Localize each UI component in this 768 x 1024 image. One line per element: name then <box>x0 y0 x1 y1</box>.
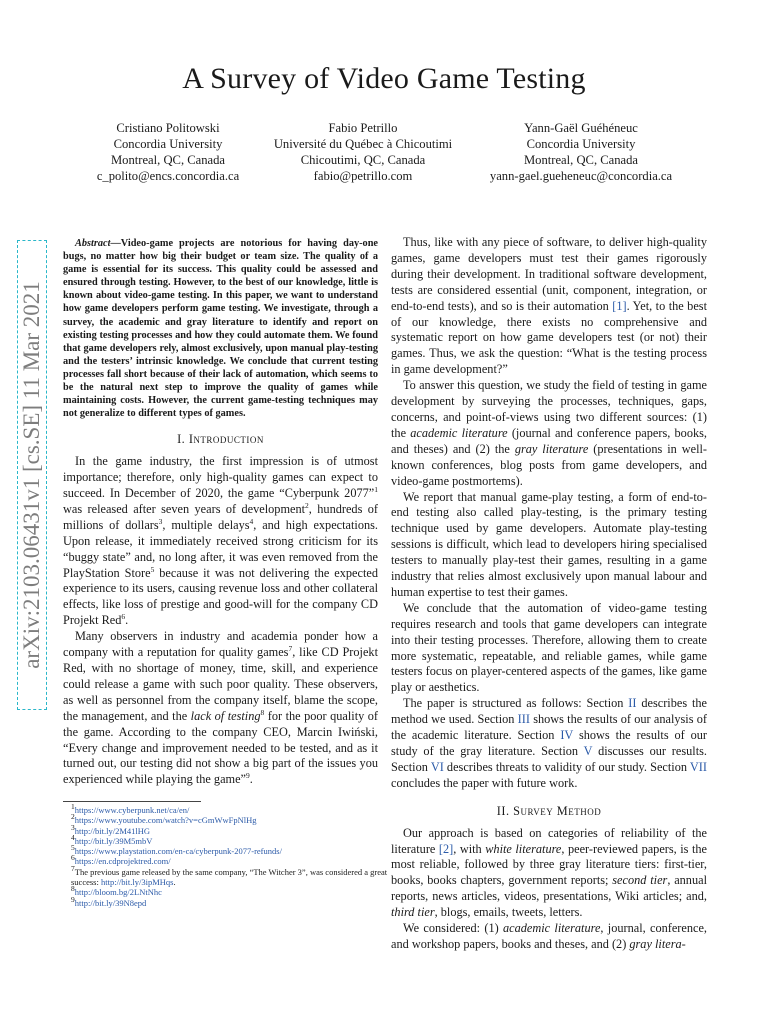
abstract-text: —Video-game projects are notorious for having day-one bugs, no matter how big their budget or team size. The quality of a game is essential for its success. This quality could be assessed and ensured through testing. However, to the best of our knowledge, little is known about video-game testing. In this paper, we want to understand how game developers perform game testing. We investigate, through a survey, the academic and gray literature to identify and report on existing testing processes and how they could automate them. We found that game developers rely, almost exclusively, upon manual play-testing and the testers’ intrinsic knowledge. We conclude that current testing processes fall short because of their lack of automation, which seems to be the natural next step to improve the quality of games while maintaining costs. However, the current game-testing techniques may not generalize to different types of games. <box>63 238 378 420</box>
arxiv-id: arXiv:2103.06431v1 [cs.SE] 11 Mar 2021 <box>19 281 44 669</box>
footnote-5: $^5$https://www.playstation.com/en-ca/cyberpunk-2077-refunds/ <box>71 843 282 857</box>
footnote-1: $^1$https://www.cyberpunk.net/ca/en/ <box>71 802 190 815</box>
author-block-2 <box>243 120 483 184</box>
section-link[interactable]: V <box>583 744 593 758</box>
footnote-4: $^4$http://bit.ly/39M5mbV <box>71 833 153 846</box>
author-name: Yann-Gaël Guéhéneuc <box>524 121 638 135</box>
author-affiliation: Université du Québec à Chicoutimi <box>273 137 453 151</box>
footnote-3: $^3$http://bit.ly/2M41lHG <box>71 822 151 836</box>
author-affiliation: Concordia University <box>113 137 223 151</box>
author-location: Montreal, QC, Canada <box>110 153 225 167</box>
author-email[interactable]: yann-gael.gueheneuc@concordia.ca <box>489 169 673 183</box>
arxiv-stamp[interactable] <box>17 240 47 710</box>
section-link[interactable]: VI <box>430 759 444 774</box>
footnote-link[interactable]: https://en.cdprojektred.com/ <box>74 856 171 867</box>
citation-link[interactable]: [2] <box>438 841 454 856</box>
footnote-9: $^9$http://bit.ly/39N8epd <box>71 894 147 908</box>
paper-title: A Survey of Video Game Testing <box>182 62 586 95</box>
section-number: I. <box>177 432 186 447</box>
section-heading-introduction <box>63 432 378 448</box>
paragraph: The paper is structured as follows: Section II describes the method we used. Section III shows the results of our analysis of the academic literature. Section IV shows the results of our study of the gray literature. Section V discusses our results. Section VI describes threats to validity of our study. Section VII concludes the paper with future work. <box>391 696 707 790</box>
paragraph: Our approach is based on categories of reliability of the literature [2], with white literature, peer-reviewed papers, is the most reliable, followed by three gray literature tiers: first-tier, books, books chapters, government reports; second tier, annual reports, news articles, videos, presentations, Wiki articles; and, third tier, blogs, emails, tweets, letters. <box>391 825 707 920</box>
section-title: Introduction <box>188 432 264 447</box>
right-column <box>391 235 707 953</box>
section-link[interactable]: III <box>517 712 530 727</box>
footnote-8: $^8$http://bloom.bg/2LNtNhc <box>71 884 162 898</box>
abstract <box>63 237 378 420</box>
paragraph: We report that manual game-play testing, a form of end-to-end testing also called play-testing, is the primary testing technique used by game developers. Automate play-testing sessions is difficult, which lead to developers hiring specialised testers to manually play-test their games, resulting in a game industry that relies almost exclusively upon manual labour and human expertise to test their games. <box>391 489 707 599</box>
author-block-3 <box>461 120 701 184</box>
paragraph: We conclude that the automation of video-game testing requires research and tools that game developers can integrate into their testing processes. Therefore, allowing them to create more systematic, repeatable, and reliable games, while game testers focus on player-centered aspects of the games, like game play or aesthetics. <box>391 600 707 695</box>
section-link[interactable]: IV <box>560 728 574 743</box>
author-affiliation: Concordia University <box>526 137 636 151</box>
footnote-link[interactable]: http://bit.ly/3ipMHqs <box>100 877 174 888</box>
footnote-link[interactable]: http://bit.ly/39N8epd <box>74 897 147 908</box>
abstract-label: Abstract <box>75 238 111 249</box>
author-name: Fabio Petrillo <box>328 121 398 135</box>
footnote-link[interactable]: http://bit.ly/2M41lHG <box>74 825 151 836</box>
paragraph: To answer this question, we study the field of testing in game development by surveying the processes, techniques, gaps, concerns, and point-of-views using two different sources: (1) the academic literature (journal and conference papers, books, and theses) and (2) the gray literature (presentations in well-known conferences, blog posts from game developers, and video-game postmortems). <box>391 378 707 488</box>
footnote-rule <box>63 801 201 802</box>
author-email[interactable]: c_polito@encs.concordia.ca <box>96 169 240 183</box>
left-column <box>63 237 378 788</box>
paragraph: In the game industry, the first impression is of utmost importance; therefore, only high-quality games can expect to succeed. In December of 2020, the game “Cyberpunk 2077”$^1$ was released after seven years of development$^2$, hundreds of millions of dollars$^3$, multiple delays$^4$, and high expectations. Upon release, it immediately received strong criticism for its “buggy state” and, no long after, it was even removed from the PlayStation Store$^5$ because it was not delivering the expected experience to its users, causing revenue loss and other collateral effects, like loss of prestige and good-will for the company CD Projekt Red$^6$. <box>63 454 378 628</box>
footnote-text: The previous game released by the same company, “The Witcher 3”, was considered a great success: <box>71 866 388 888</box>
footnotes <box>63 801 391 908</box>
footnote-link[interactable]: http://bloom.bg/2LNtNhc <box>74 887 162 898</box>
footnote-link[interactable]: https://www.cyberpunk.net/ca/en/ <box>74 805 190 815</box>
section-heading-survey-method <box>391 804 707 820</box>
author-location: Montreal, QC, Canada <box>523 153 638 167</box>
footnote-7: $^7$The previous game released by the same company, “The Witcher 3”, was considered a great success: http://bit.ly/3ipMHqs. <box>71 863 388 888</box>
author-name: Cristiano Politowski <box>116 121 220 135</box>
footnote-link[interactable]: https://www.youtube.com/watch?v=cGmWwFpNlHg <box>74 815 257 826</box>
author-email[interactable]: fabio@petrillo.com <box>313 169 413 183</box>
section-number: II. <box>496 803 510 818</box>
section-link[interactable]: II <box>628 696 637 711</box>
footnote-link[interactable]: https://www.playstation.com/en-ca/cyberpunk-2077-refunds/ <box>74 846 282 857</box>
section-link[interactable]: VII <box>689 759 707 774</box>
paragraph: Thus, like with any piece of software, to deliver high-quality games, game developers must test their games rigorously during their development. In traditional software development, tests are considered essential (unit, component, integration, or end-to-end tests), and so is their automation [1]. Yet, to the best of our knowledge, there exists no comprehensive and systematic report on how game developers test (or not) their games. Thus, we ask the question: “What is the testing process in game development?” <box>391 235 707 377</box>
paragraph: Many observers in industry and academia ponder how a company with a reputation for quality games$^7$, like CD Projekt Red, with no shortage of money, time, skill, and experience could release a game with such poor quality. These observers, as well as personnel from the company itself, blame the scope, the management, and the lack of testing$^8$ for the poor quality of the game. According to the company CEO, Marcin Iwiński, “Every change and improvement needed to be tested, and as it turned out, our testing did not show a big part of the issues you experienced while playing the game”$^9$. <box>63 629 379 787</box>
footnote-6: $^6$https://en.cdprojektred.com/ <box>71 853 171 867</box>
section-title: Survey Method <box>513 803 602 818</box>
paragraph: We considered: (1) academic literature, journal, conference, and workshop papers, books and theses, and (2) gray litera- <box>391 921 707 951</box>
author-location: Chicoutimi, QC, Canada <box>300 153 426 167</box>
footnote-2: $^2$https://www.youtube.com/watch?v=cGmWwFpNlHg <box>71 812 257 826</box>
citation-link[interactable]: [1] <box>612 298 627 313</box>
footnote-link[interactable]: http://bit.ly/39M5mbV <box>74 835 153 846</box>
